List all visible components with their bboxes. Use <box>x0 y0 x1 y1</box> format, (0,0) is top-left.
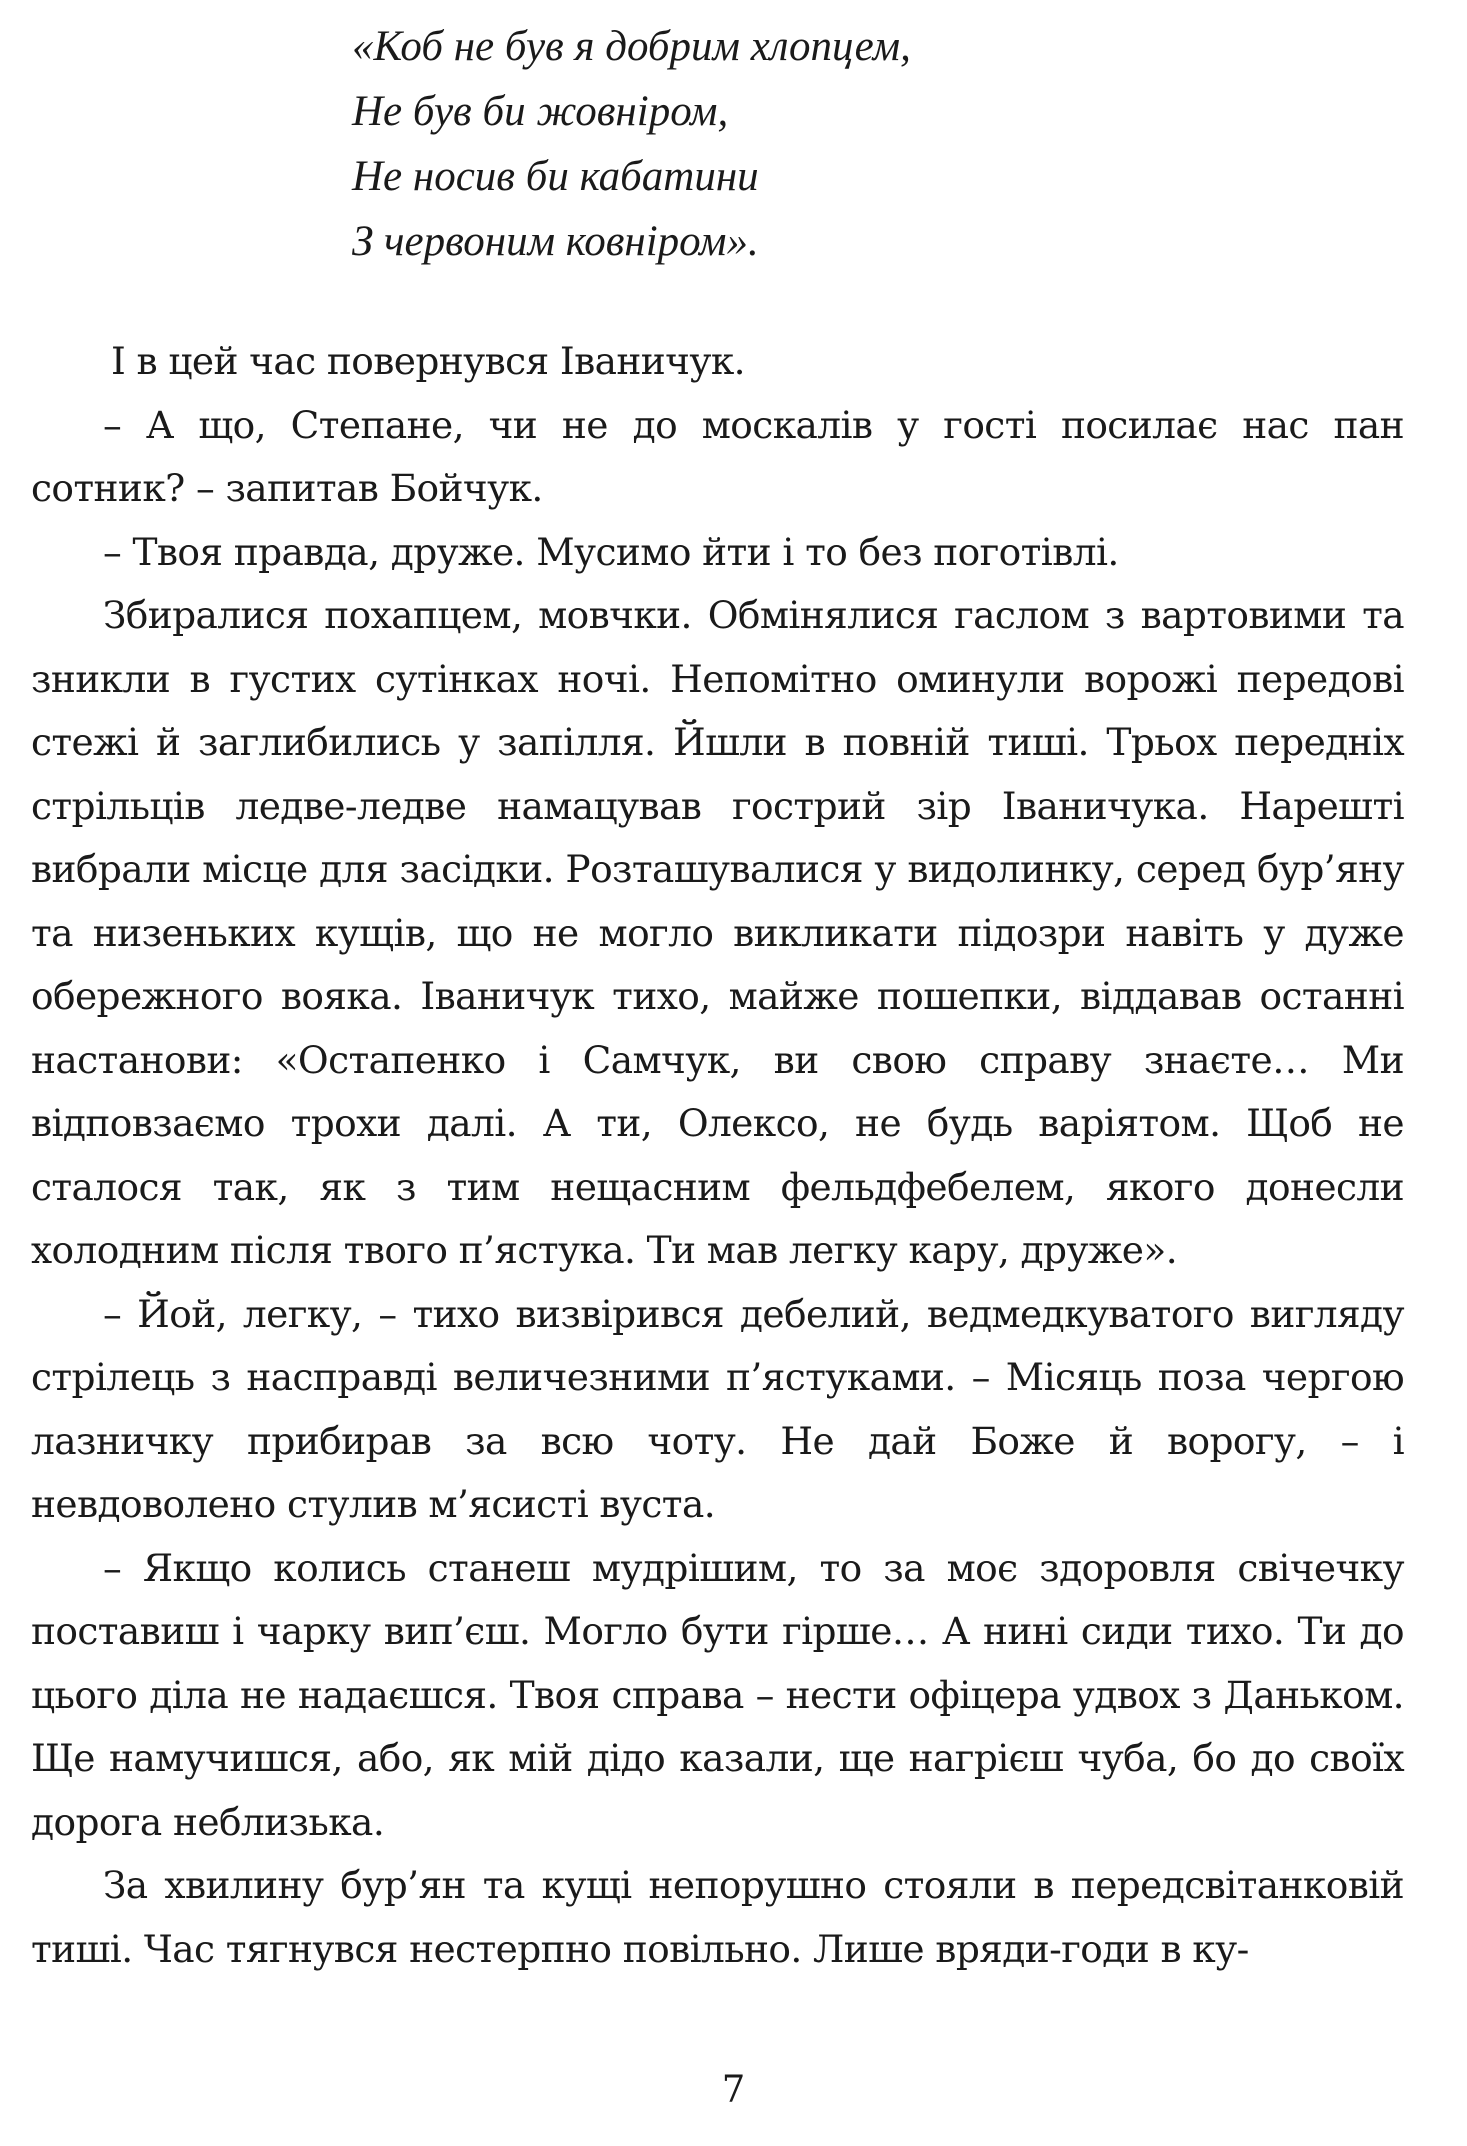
paragraph: – Твоя правда, друже. Мусимо йти і то без поготівлі. <box>103 529 1119 574</box>
poem-line: «Коб не був я добрим хлопцем, <box>352 23 911 70</box>
paragraph: Збиралися похапцем, мовчки. Обмінялися гаслом з вартовими та зникли в густих сутінках ночі. Непомітно оминули ворожі передові стежі й заглибились у запілля. Йшли в повній тиші. Трьох передніх стрільців ледве-ледве намацував гострий зір Іваничука. Нарешті вибрали місце для засідки. Розташувалися у видолинку, серед бур’яну та низеньких кущів, що не могло викликати підозри навіть у дуже обережного вояка. Іваничук тихо, майже пошепки, віддавав останні настанови: «Остапенко і Самчук, ви свою справу знаєте… Ми відповзаємо трохи далі. А ти, Олексо, не будь варіятом. Щоб не сталося так, як з тим нещасним фельдфебелем, якого донесли холодним після твого п’ястука. Ти мав легку кару, друже». <box>31 593 1404 1272</box>
page-number: 7 <box>721 2068 746 2111</box>
paragraph: За хвилину бур’ян та кущі непорушно стояли в передсвітанковій тиші. Час тягнувся нестерпно повільно. Лише вряди-годи в ку- <box>31 1863 1404 1971</box>
poem-line: Не носив би кабатини <box>352 153 759 200</box>
poem-line: З червоним ковніром». <box>352 218 759 265</box>
poem-line: Не був би жовніром, <box>352 88 729 135</box>
paragraph: І в цей час повернувся Іваничук. <box>111 339 745 383</box>
paragraph: – Йой, легку, – тихо визвірився дебелий, ведмедкуватого вигляду стрілець з насправді величезними п’ястуками. – Місяць поза чергою лазничку прибирав за всю чоту. Не дай Боже й ворогу, – і невдоволено стулив м’ясисті вуста. <box>31 1291 1404 1526</box>
body-text <box>31 330 1404 1981</box>
paragraph: – Якщо колись станеш мудрішим, то за моє здоровля свічечку поставиш і чарку вип’єш. Могло бути гірше… А нині сиди тихо. Ти до цього діла не надаєшся. Твоя справа – нести офіцера удвох з Даньком. Ще намучишся, або, як мій дідо казали, ще нагрієш чуба, бо до своїх дорога неблизька. <box>31 1545 1404 1844</box>
paragraph: – А що, Степане, чи не до москалів у гості посилає нас пан сотник? – запитав Бойчук. <box>31 402 1404 510</box>
poem-epigraph <box>352 14 1352 274</box>
